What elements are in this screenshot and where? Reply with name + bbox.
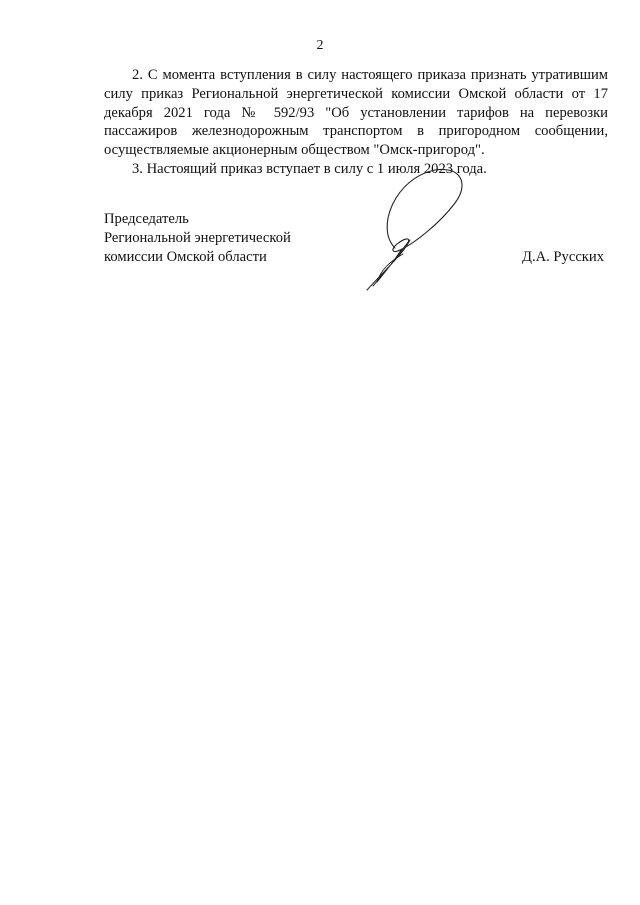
signatory-position xyxy=(104,210,291,266)
handwritten-signature xyxy=(355,158,480,298)
signatory-position-line: Региональной энергетической xyxy=(104,229,291,246)
signatory-position-line: Председатель xyxy=(104,211,189,227)
signature-stroke-loop xyxy=(387,169,462,251)
paragraph-2: 2. С момента вступления в силу настоящего приказа признать утратившим силу приказ Региональной энергетической комиссии Омской области от 17 декабря 2021 года № 592/93 "Об установлении тарифов на перевозки пассажиров железнодорожным транспортом в пригородном сообщении, осуществляемые акционерным обществом "Омск-пригород". xyxy=(104,67,608,159)
signatory-name: Д.А. Русских xyxy=(521,249,604,265)
page-number: 2 xyxy=(316,38,324,53)
signatory-position-line: комиссии Омской области xyxy=(104,248,267,265)
paragraph-3: 3. Настоящий приказ вступает в силу с 1 июля 2023 года. xyxy=(132,160,487,177)
